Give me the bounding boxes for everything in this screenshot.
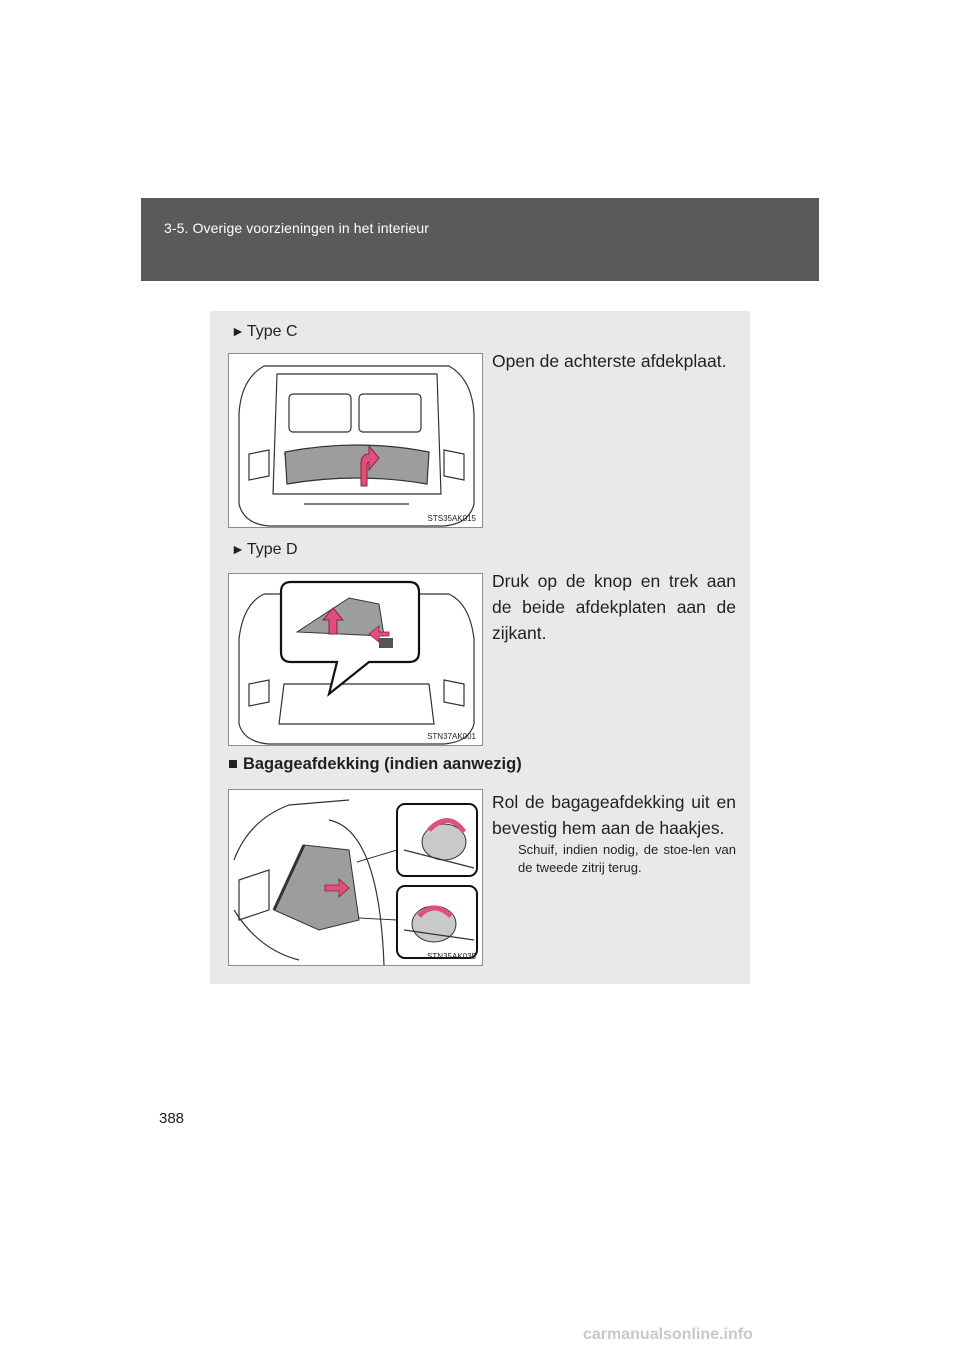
triangle-bullet-icon: ► xyxy=(231,323,245,339)
rear-cargo-open-illustration xyxy=(229,354,483,528)
page-number: 388 xyxy=(159,1110,185,1127)
triangle-bullet-icon: ► xyxy=(231,541,245,557)
figure-code: STN35AK035 xyxy=(427,952,476,961)
figure-code: STN37AK001 xyxy=(427,732,476,741)
section-title: 3-5. Overige voorzieningen in het interieur xyxy=(164,220,430,236)
figure-code: STS35AK015 xyxy=(427,514,476,523)
type-d-label-row xyxy=(231,541,298,559)
watermark: carmanualsonline.info xyxy=(583,1326,753,1343)
type-d-label: Type D xyxy=(246,541,298,558)
type-d-instruction: Druk op de knop en trek aan de beide afdekplaten aan de zijkant. xyxy=(492,571,736,643)
figure-type-d xyxy=(228,573,483,746)
cargo-cover-note: Schuif, indien nodig, de stoe-len van de tweede zitrij terug. xyxy=(518,842,736,875)
section-heading xyxy=(228,755,522,774)
figure-type-c xyxy=(228,353,483,528)
type-c-label-row xyxy=(231,323,298,341)
type-c-instruction: Open de achterste afdekplaat. xyxy=(492,351,727,371)
figure-cargo-cover xyxy=(228,789,483,966)
section-header-bar xyxy=(141,198,819,281)
content-box xyxy=(210,311,750,984)
cargo-cover-hook-illustration xyxy=(229,790,483,966)
type-c-label: Type C xyxy=(246,323,298,340)
square-bullet-icon: ■ xyxy=(228,755,238,773)
side-cover-release-illustration xyxy=(229,574,483,746)
cargo-cover-instruction: Rol de bagageafdekking uit en bevestig hem aan de haakjes. xyxy=(492,792,736,838)
cargo-cover-heading: Bagageafdekking (indien aanwezig) xyxy=(242,755,522,773)
